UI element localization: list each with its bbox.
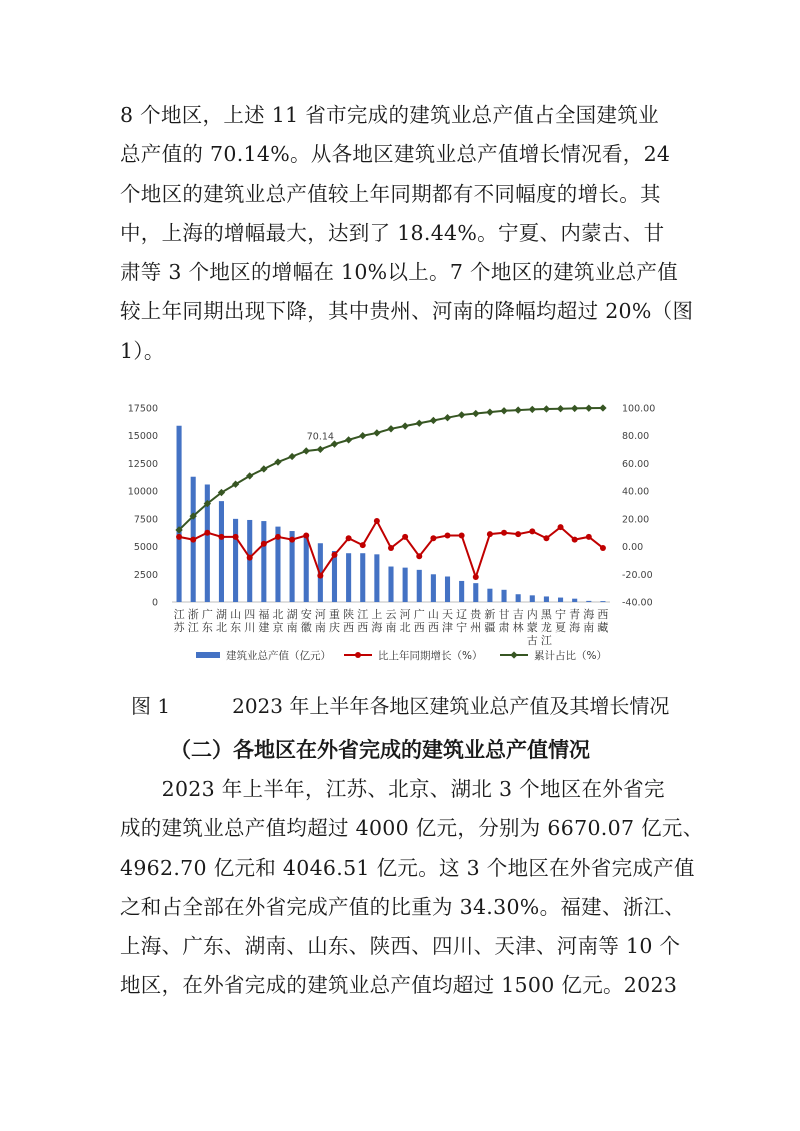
- category-label: 广西: [413, 608, 425, 634]
- growth-point: [374, 518, 380, 524]
- cumulative-point: [571, 405, 578, 412]
- cumulative-point: [303, 447, 310, 454]
- bar: [586, 601, 591, 602]
- cumulative-point: [472, 410, 479, 417]
- growth-point: [459, 532, 465, 538]
- figure-title: 2023 年上半年各地区建筑业总产值及其增长情况: [232, 694, 670, 718]
- left-axis-tick: 17500: [127, 403, 158, 415]
- bar: [304, 535, 309, 602]
- growth-point: [572, 537, 578, 543]
- bar: [473, 583, 478, 602]
- category-label: 北京: [272, 608, 284, 634]
- category-label: 安徽: [300, 608, 312, 634]
- bar: [530, 595, 535, 602]
- category-label: 青海: [569, 608, 581, 634]
- bar: [572, 599, 577, 602]
- cumulative-point: [529, 406, 536, 413]
- category-label: 甘肃: [498, 608, 510, 634]
- growth-point: [543, 535, 549, 541]
- cumulative-point: [416, 420, 423, 427]
- category-label: 浙江: [187, 608, 199, 634]
- bar: [487, 589, 492, 602]
- bar-line-chart: [118, 394, 656, 676]
- legend-label: 累计占比（%）: [534, 650, 607, 662]
- growth-point: [233, 534, 239, 540]
- cumulative-point: [317, 446, 324, 453]
- cumulative-point: [401, 422, 408, 429]
- category-label: 内蒙古: [526, 608, 538, 647]
- category-label: 宁夏: [555, 608, 567, 634]
- paragraph-1: [120, 96, 694, 371]
- cumulative-point: [288, 453, 295, 460]
- category-label: 辽宁: [456, 608, 468, 634]
- growth-point: [360, 542, 366, 548]
- cumulative-point: [274, 458, 281, 465]
- growth-point: [586, 534, 592, 540]
- right-axis-tick: 80.00: [622, 431, 650, 443]
- growth-point: [487, 531, 493, 537]
- growth-point: [445, 532, 451, 538]
- bar: [516, 594, 521, 602]
- left-axis-tick: 5000: [133, 542, 158, 554]
- text-line: 较上年同期出现下降，其中贵州、河南的降幅均超过 20%（图: [120, 299, 694, 324]
- cumulative-point: [345, 436, 352, 443]
- growth-point: [317, 573, 323, 579]
- category-label: 湖北: [215, 608, 227, 634]
- bar: [247, 520, 252, 602]
- category-label: 福建: [258, 608, 270, 634]
- left-axis-tick: 7500: [133, 514, 158, 526]
- bar: [501, 590, 506, 602]
- annotation-label: 70.14: [306, 431, 334, 443]
- left-axis-tick: 12500: [127, 458, 158, 470]
- bar: [374, 554, 379, 602]
- bar: [544, 596, 549, 602]
- category-label: 天津: [442, 608, 454, 634]
- growth-point: [473, 574, 479, 580]
- bar: [233, 519, 238, 602]
- bar: [219, 501, 224, 602]
- legend-marker-growth: [355, 652, 361, 658]
- category-label: 新疆: [484, 608, 496, 634]
- growth-point: [501, 530, 507, 536]
- legend-label: 比上年同期增长（%）: [378, 650, 483, 662]
- right-axis-tick: -40.00: [622, 597, 653, 609]
- left-axis-tick: 10000: [127, 486, 158, 498]
- right-axis-tick: 60.00: [622, 458, 650, 470]
- left-axis-tick: 2500: [133, 569, 158, 581]
- text-line: 4962.70 亿元和 4046.51 亿元。这 3 个地区在外省完成产值: [120, 855, 695, 880]
- legend-label: 建筑业总产值（亿元）: [226, 650, 331, 662]
- category-label: 湖南: [286, 608, 298, 634]
- right-axis-tick: 0.00: [622, 542, 644, 554]
- growth-point: [331, 552, 337, 558]
- bar: [445, 577, 450, 602]
- cumulative-point: [486, 408, 493, 415]
- bar: [417, 570, 422, 602]
- bar: [388, 567, 393, 602]
- growth-point: [190, 537, 196, 543]
- growth-point: [218, 534, 224, 540]
- growth-point: [388, 545, 394, 551]
- growth-point: [204, 530, 210, 536]
- legend-marker-cumulative: [510, 651, 517, 658]
- right-axis-tick: 100.00: [622, 403, 656, 415]
- category-label: 山东: [230, 608, 242, 634]
- category-label: 海南: [583, 608, 595, 634]
- growth-point: [558, 524, 564, 530]
- category-label: 吉林: [512, 608, 524, 634]
- text-line: 上海、广东、湖南、山东、陕西、四川、天津、河南等 10 个: [120, 934, 681, 959]
- category-label: 广东: [201, 608, 213, 634]
- category-label: 云南: [385, 608, 397, 634]
- cumulative-point: [458, 411, 465, 418]
- text-line: 1）。: [120, 338, 165, 363]
- category-label: 重庆: [328, 608, 340, 634]
- growth-point: [176, 534, 182, 540]
- bar: [459, 581, 464, 602]
- category-label: 河南: [314, 608, 326, 634]
- cumulative-point: [260, 465, 267, 472]
- growth-point: [261, 541, 267, 547]
- category-label: 黑龙江: [540, 608, 552, 647]
- cumulative-point: [359, 432, 366, 439]
- cumulative-point: [585, 404, 592, 411]
- section-heading: （二）各地区在外省完成的建筑业总产值情况: [170, 738, 590, 762]
- text-line: 个地区的建筑业总产值较上年同期都有不同幅度的增长。其: [120, 181, 661, 206]
- bar: [346, 553, 351, 602]
- bar: [558, 598, 563, 602]
- text-line: 8 个地区，上述 11 省市完成的建筑业总产值占全国建筑业: [120, 103, 659, 127]
- growth-point: [289, 537, 295, 543]
- bar: [360, 553, 365, 602]
- text-line: 地区，在外省完成的建筑业总产值均超过 1500 亿元。2023: [120, 973, 678, 998]
- cumulative-point: [543, 405, 550, 412]
- bar: [261, 521, 266, 602]
- cumulative-point: [430, 417, 437, 424]
- legend-swatch-bar: [196, 652, 220, 658]
- category-label: 四川: [244, 608, 256, 634]
- figure-caption: [131, 690, 669, 719]
- category-label: 上海: [371, 608, 383, 634]
- category-label: 陕西: [343, 608, 355, 634]
- left-axis-tick: 15000: [127, 431, 158, 443]
- bar: [403, 568, 408, 602]
- growth-point: [600, 545, 606, 551]
- cumulative-point: [514, 406, 521, 413]
- category-label: 贵州: [470, 608, 482, 634]
- growth-point: [529, 528, 535, 534]
- growth-point: [515, 531, 521, 537]
- cumulative-point: [599, 404, 606, 411]
- category-label: 江西: [357, 608, 369, 634]
- bar: [177, 426, 182, 602]
- right-axis-tick: 20.00: [622, 514, 650, 526]
- growth-point: [402, 534, 408, 540]
- text-line: 之和占全部在外省完成产值的比重为 34.30%。福建、浙江、: [120, 894, 686, 919]
- category-label: 河北: [399, 608, 411, 634]
- growth-point: [303, 532, 309, 538]
- right-axis-tick: 40.00: [622, 486, 650, 498]
- text-line: 中，上海的增幅最大，达到了 18.44%。宁夏、内蒙古、甘: [120, 220, 665, 245]
- cumulative-point: [373, 429, 380, 436]
- cumulative-point: [500, 407, 507, 414]
- bar: [431, 574, 436, 602]
- growth-point: [430, 535, 436, 541]
- growth-point: [275, 534, 281, 540]
- growth-point: [346, 535, 352, 541]
- category-label: 西藏: [597, 608, 609, 634]
- growth-point: [247, 555, 253, 561]
- category-label: 山西: [427, 608, 439, 634]
- left-axis-tick: 0: [151, 597, 158, 609]
- text-line: 2023 年上半年，江苏、北京、湖北 3 个地区在外省完: [120, 777, 665, 801]
- text-line: 成的建筑业总产值均超过 4000 亿元，分别为 6670.07 亿元、: [120, 816, 704, 841]
- right-axis-tick: -20.00: [622, 569, 653, 581]
- text-line: 总产值的 70.14%。从各地区建筑业总产值增长情况看，24: [120, 142, 671, 167]
- growth-point: [416, 553, 422, 559]
- bar: [600, 601, 605, 602]
- text-line: 肃等 3 个地区的增幅在 10%以上。7 个地区的建筑业总产值: [120, 260, 679, 285]
- category-label: 江苏: [173, 608, 185, 634]
- paragraph-2: [120, 770, 704, 1006]
- cumulative-point: [387, 425, 394, 432]
- figure-label: 图 1: [131, 694, 171, 718]
- cumulative-point: [444, 414, 451, 421]
- cumulative-point: [557, 405, 564, 412]
